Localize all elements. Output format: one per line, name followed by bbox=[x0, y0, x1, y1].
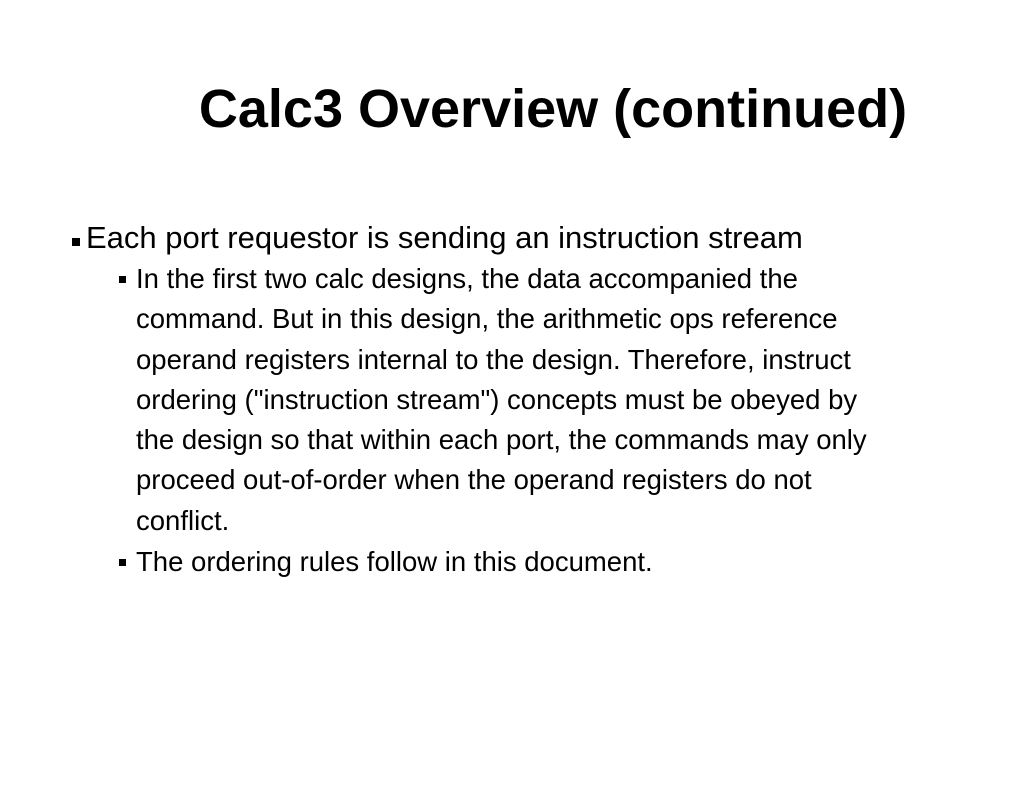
sub-bullet-text bbox=[136, 259, 867, 541]
bullet-item bbox=[72, 218, 803, 258]
text-line: operand registers internal to the design. Therefore, instruct bbox=[136, 343, 851, 375]
text-line: The ordering rules follow in this document. bbox=[136, 546, 653, 577]
slide-title: Calc3 Overview (continued) bbox=[198, 79, 908, 139]
sub-bullet-item bbox=[119, 259, 867, 541]
square-bullet-icon bbox=[119, 276, 126, 283]
text-line: conflict. bbox=[136, 504, 230, 536]
square-bullet-icon bbox=[119, 559, 126, 566]
bullet-text: Each port requestor is sending an instruction stream bbox=[86, 220, 803, 255]
text-line: command. But in this design, the arithmetic ops reference bbox=[136, 303, 838, 335]
text-line: ordering ("instruction stream") concepts must be obeyed by bbox=[136, 383, 858, 415]
square-bullet-icon bbox=[72, 238, 80, 246]
sub-bullet-text bbox=[136, 542, 653, 582]
sub-bullet-item bbox=[119, 542, 653, 582]
text-line: In the first two calc designs, the data accompanied the bbox=[136, 263, 798, 294]
text-line: the design so that within each port, the commands may only bbox=[136, 424, 867, 456]
text-line: proceed out-of-order when the operand registers do not bbox=[136, 464, 812, 496]
